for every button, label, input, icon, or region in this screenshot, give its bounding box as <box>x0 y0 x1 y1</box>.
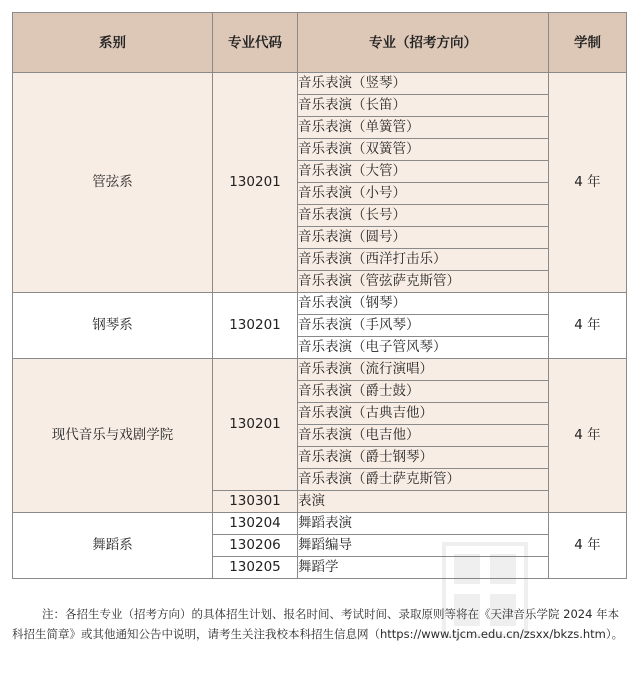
major-cell: 音乐表演（大管） <box>298 161 549 183</box>
table-row <box>13 513 627 535</box>
major-cell: 舞蹈表演 <box>298 513 549 535</box>
major-cell: 音乐表演（单簧管） <box>298 117 549 139</box>
major-code-cell: 130206 <box>213 535 298 557</box>
major-cell: 音乐表演（双簧管） <box>298 139 549 161</box>
header-major-code: 专业代码 <box>213 13 298 73</box>
footnote-text: 注：各招生专业（招考方向）的具体招生计划、报名时间、考试时间、录取原则等将在《天津音乐学院 2024 年本科招生简章》或其他通知公告中说明，请考生关注我校本科招生信息网（https://www.tjcm.edu.cn/zsxx/bkzs.htm）。 <box>12 607 624 641</box>
years-cell: 4 年 <box>549 73 627 293</box>
header-major: 专业（招考方向） <box>298 13 549 73</box>
department-cell: 钢琴系 <box>13 293 213 359</box>
department-cell: 现代音乐与戏剧学院 <box>13 359 213 513</box>
major-code-cell: 130201 <box>213 359 298 491</box>
major-cell: 音乐表演（爵士钢琴） <box>298 447 549 469</box>
header-years: 学制 <box>549 13 627 73</box>
major-cell: 音乐表演（竖琴） <box>298 73 549 95</box>
department-cell: 舞蹈系 <box>13 513 213 579</box>
major-cell: 音乐表演（钢琴） <box>298 293 549 315</box>
table-row <box>13 293 627 315</box>
footnote <box>12 604 626 644</box>
major-cell: 音乐表演（手风琴） <box>298 315 549 337</box>
table-header-row <box>13 13 627 73</box>
major-cell: 舞蹈学 <box>298 557 549 579</box>
major-cell: 音乐表演（西洋打击乐） <box>298 249 549 271</box>
table-row <box>13 359 627 381</box>
major-code-cell: 130301 <box>213 491 298 513</box>
major-cell: 音乐表演（电吉他） <box>298 425 549 447</box>
header-department: 系别 <box>13 13 213 73</box>
major-cell: 音乐表演（爵士鼓） <box>298 381 549 403</box>
major-code-cell: 130201 <box>213 73 298 293</box>
major-cell: 音乐表演（爵士萨克斯管） <box>298 469 549 491</box>
major-cell: 表演 <box>298 491 549 513</box>
major-cell: 音乐表演（古典吉他） <box>298 403 549 425</box>
major-code-cell: 130201 <box>213 293 298 359</box>
major-cell: 音乐表演（电子管风琴） <box>298 337 549 359</box>
major-cell: 音乐表演（长笛） <box>298 95 549 117</box>
table-body <box>13 73 627 579</box>
table-row <box>13 73 627 95</box>
department-cell: 管弦系 <box>13 73 213 293</box>
major-cell: 音乐表演（管弦萨克斯管） <box>298 271 549 293</box>
major-code-cell: 130204 <box>213 513 298 535</box>
major-cell: 音乐表演（长号） <box>298 205 549 227</box>
major-code-cell: 130205 <box>213 557 298 579</box>
years-cell: 4 年 <box>549 359 627 513</box>
major-cell: 音乐表演（流行演唱） <box>298 359 549 381</box>
major-cell: 音乐表演（圆号） <box>298 227 549 249</box>
majors-table <box>12 12 627 579</box>
major-cell: 舞蹈编导 <box>298 535 549 557</box>
years-cell: 4 年 <box>549 293 627 359</box>
years-cell: 4 年 <box>549 513 627 579</box>
major-cell: 音乐表演（小号） <box>298 183 549 205</box>
